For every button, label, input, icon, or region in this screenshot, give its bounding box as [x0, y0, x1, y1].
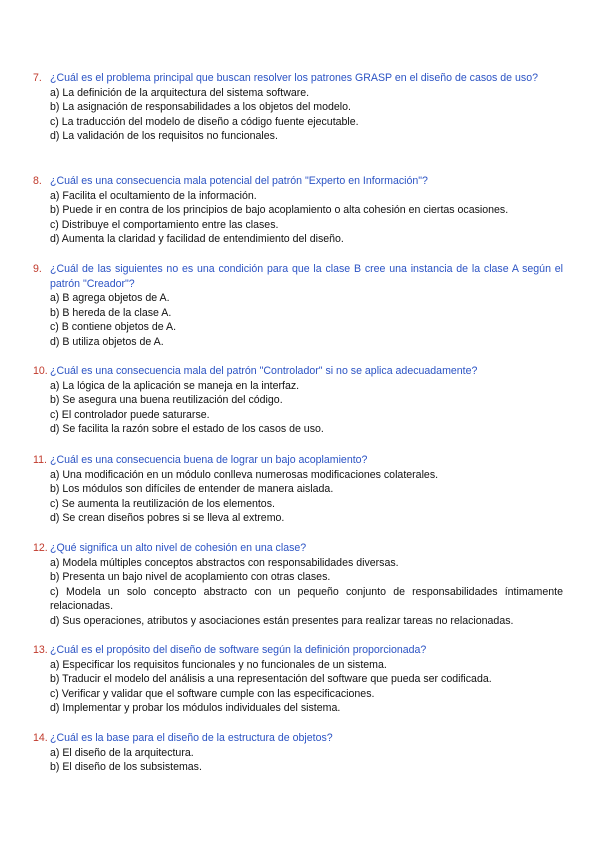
question-12: [33, 541, 563, 628]
options-list: [33, 746, 563, 775]
option-c: c) Distribuye el comportamiento entre las clases.: [50, 218, 279, 231]
option-d: d) Aumenta la claridad y facilidad de entendimiento del diseño.: [50, 233, 344, 245]
question-11: [33, 453, 563, 526]
option-c: c) B contiene objetos de A.: [50, 321, 177, 333]
question-text: ¿Cuál es la base para el diseño de la estructura de objetos?: [50, 732, 333, 744]
option-d: d) Implementar y probar los módulos individuales del sistema.: [50, 702, 341, 714]
options-list: [33, 556, 563, 629]
question-number: 7.: [33, 72, 42, 84]
options-list: [33, 658, 563, 716]
option-c: c) Se aumenta la reutilización de los elementos.: [50, 497, 275, 510]
option-c: c) La traducción del modelo de diseño a código fuente ejecutable.: [50, 115, 359, 128]
question-number: 9.: [33, 263, 42, 275]
option-c: c) Verificar y validar que el software cumple con las especificaciones.: [50, 687, 375, 700]
question-14: [33, 731, 563, 775]
option-a: a) B agrega objetos de A.: [50, 292, 170, 304]
option-a: a) Facilita el ocultamiento de la información.: [50, 189, 257, 202]
option-d: d) Se crean diseños pobres si se lleva al extremo.: [50, 512, 285, 524]
options-list: [33, 291, 563, 349]
option-b: b) Puede ir en contra de los principios de bajo acoplamiento o alta cohesión en ciertas ocasiones.: [50, 204, 509, 216]
question-header: [33, 731, 563, 746]
question-text: ¿Cuál es el problema principal que buscan resolver los patrones GRASP en el diseño de casos de uso?: [50, 72, 538, 84]
question-header: [33, 453, 563, 468]
options-list: [33, 468, 563, 526]
option-b: b) Presenta un bajo nivel de acoplamiento con otras clases.: [50, 571, 331, 583]
question-10: [33, 364, 563, 437]
option-c: c) El controlador puede saturarse.: [50, 408, 210, 421]
question-text: ¿Cuál de las siguientes no es una condición para que la clase B cree una instancia de la clase A según el patrón "Creador"?: [50, 263, 563, 290]
options-list: [33, 189, 563, 247]
question-number: 11.: [33, 454, 47, 466]
question-text: ¿Cuál es una consecuencia mala del patrón "Controlador" si no se aplica adecuadamente?: [50, 365, 478, 377]
option-b: b) B hereda de la clase A.: [50, 306, 172, 319]
question-text: ¿Cuál es una consecuencia buena de lograr un bajo acoplamiento?: [50, 454, 368, 466]
option-a: a) Modela múltiples conceptos abstractos con responsabilidades diversas.: [50, 556, 399, 569]
question-header: [33, 262, 563, 291]
option-a: a) La definición de la arquitectura del sistema software.: [50, 86, 310, 99]
option-b: b) Se asegura una buena reutilización del código.: [50, 394, 283, 406]
question-13: [33, 643, 563, 716]
question-header: [33, 71, 563, 86]
question-number: 8.: [33, 175, 42, 187]
option-d: d) Se facilita la razón sobre el estado de los casos de uso.: [50, 423, 324, 435]
question-header: [33, 541, 563, 556]
question-7: [33, 71, 563, 144]
option-d: d) Sus operaciones, atributos y asociaciones están presentes para realizar tareas no relacionadas.: [50, 614, 514, 627]
question-number: 14.: [33, 732, 48, 744]
question-8: [33, 174, 563, 247]
option-a: a) Especificar los requisitos funcionales y no funcionales de un sistema.: [50, 658, 387, 671]
option-d: d) La validación de los requisitos no funcionales.: [50, 130, 278, 142]
question-header: [33, 643, 563, 658]
question-header: [33, 174, 563, 189]
option-b: b) La asignación de responsabilidades a los objetos del modelo.: [50, 101, 351, 113]
options-list: [33, 379, 563, 437]
option-c: c) Modela un solo concepto abstracto con un pequeño conjunto de responsabilidades íntimamente relacionadas.: [50, 585, 563, 612]
option-d: d) B utiliza objetos de A.: [50, 335, 164, 348]
question-number: 12.: [33, 542, 48, 554]
option-b: b) Traducir el modelo del análisis a una representación del software que pueda ser codificada.: [50, 673, 492, 685]
option-a: a) Una modificación en un módulo conlleva numerosas modificaciones colaterales.: [50, 468, 439, 481]
option-a: a) La lógica de la aplicación se maneja en la interfaz.: [50, 379, 300, 392]
question-text: ¿Cuál es una consecuencia mala potencial del patrón "Experto en Información"?: [50, 175, 428, 187]
options-list: [33, 86, 563, 144]
question-header: [33, 364, 563, 379]
option-b: b) Los módulos son difíciles de entender de manera aislada.: [50, 483, 334, 495]
question-text: ¿Qué significa un alto nivel de cohesión en una clase?: [50, 542, 307, 554]
option-a: a) El diseño de la arquitectura.: [50, 746, 194, 759]
question-number: 10.: [33, 365, 48, 377]
question-9: [33, 262, 563, 349]
question-text: ¿Cuál es el propósito del diseño de software según la definición proporcionada?: [50, 644, 427, 656]
question-number: 13.: [33, 644, 48, 656]
option-b: b) El diseño de los subsistemas.: [50, 761, 202, 773]
